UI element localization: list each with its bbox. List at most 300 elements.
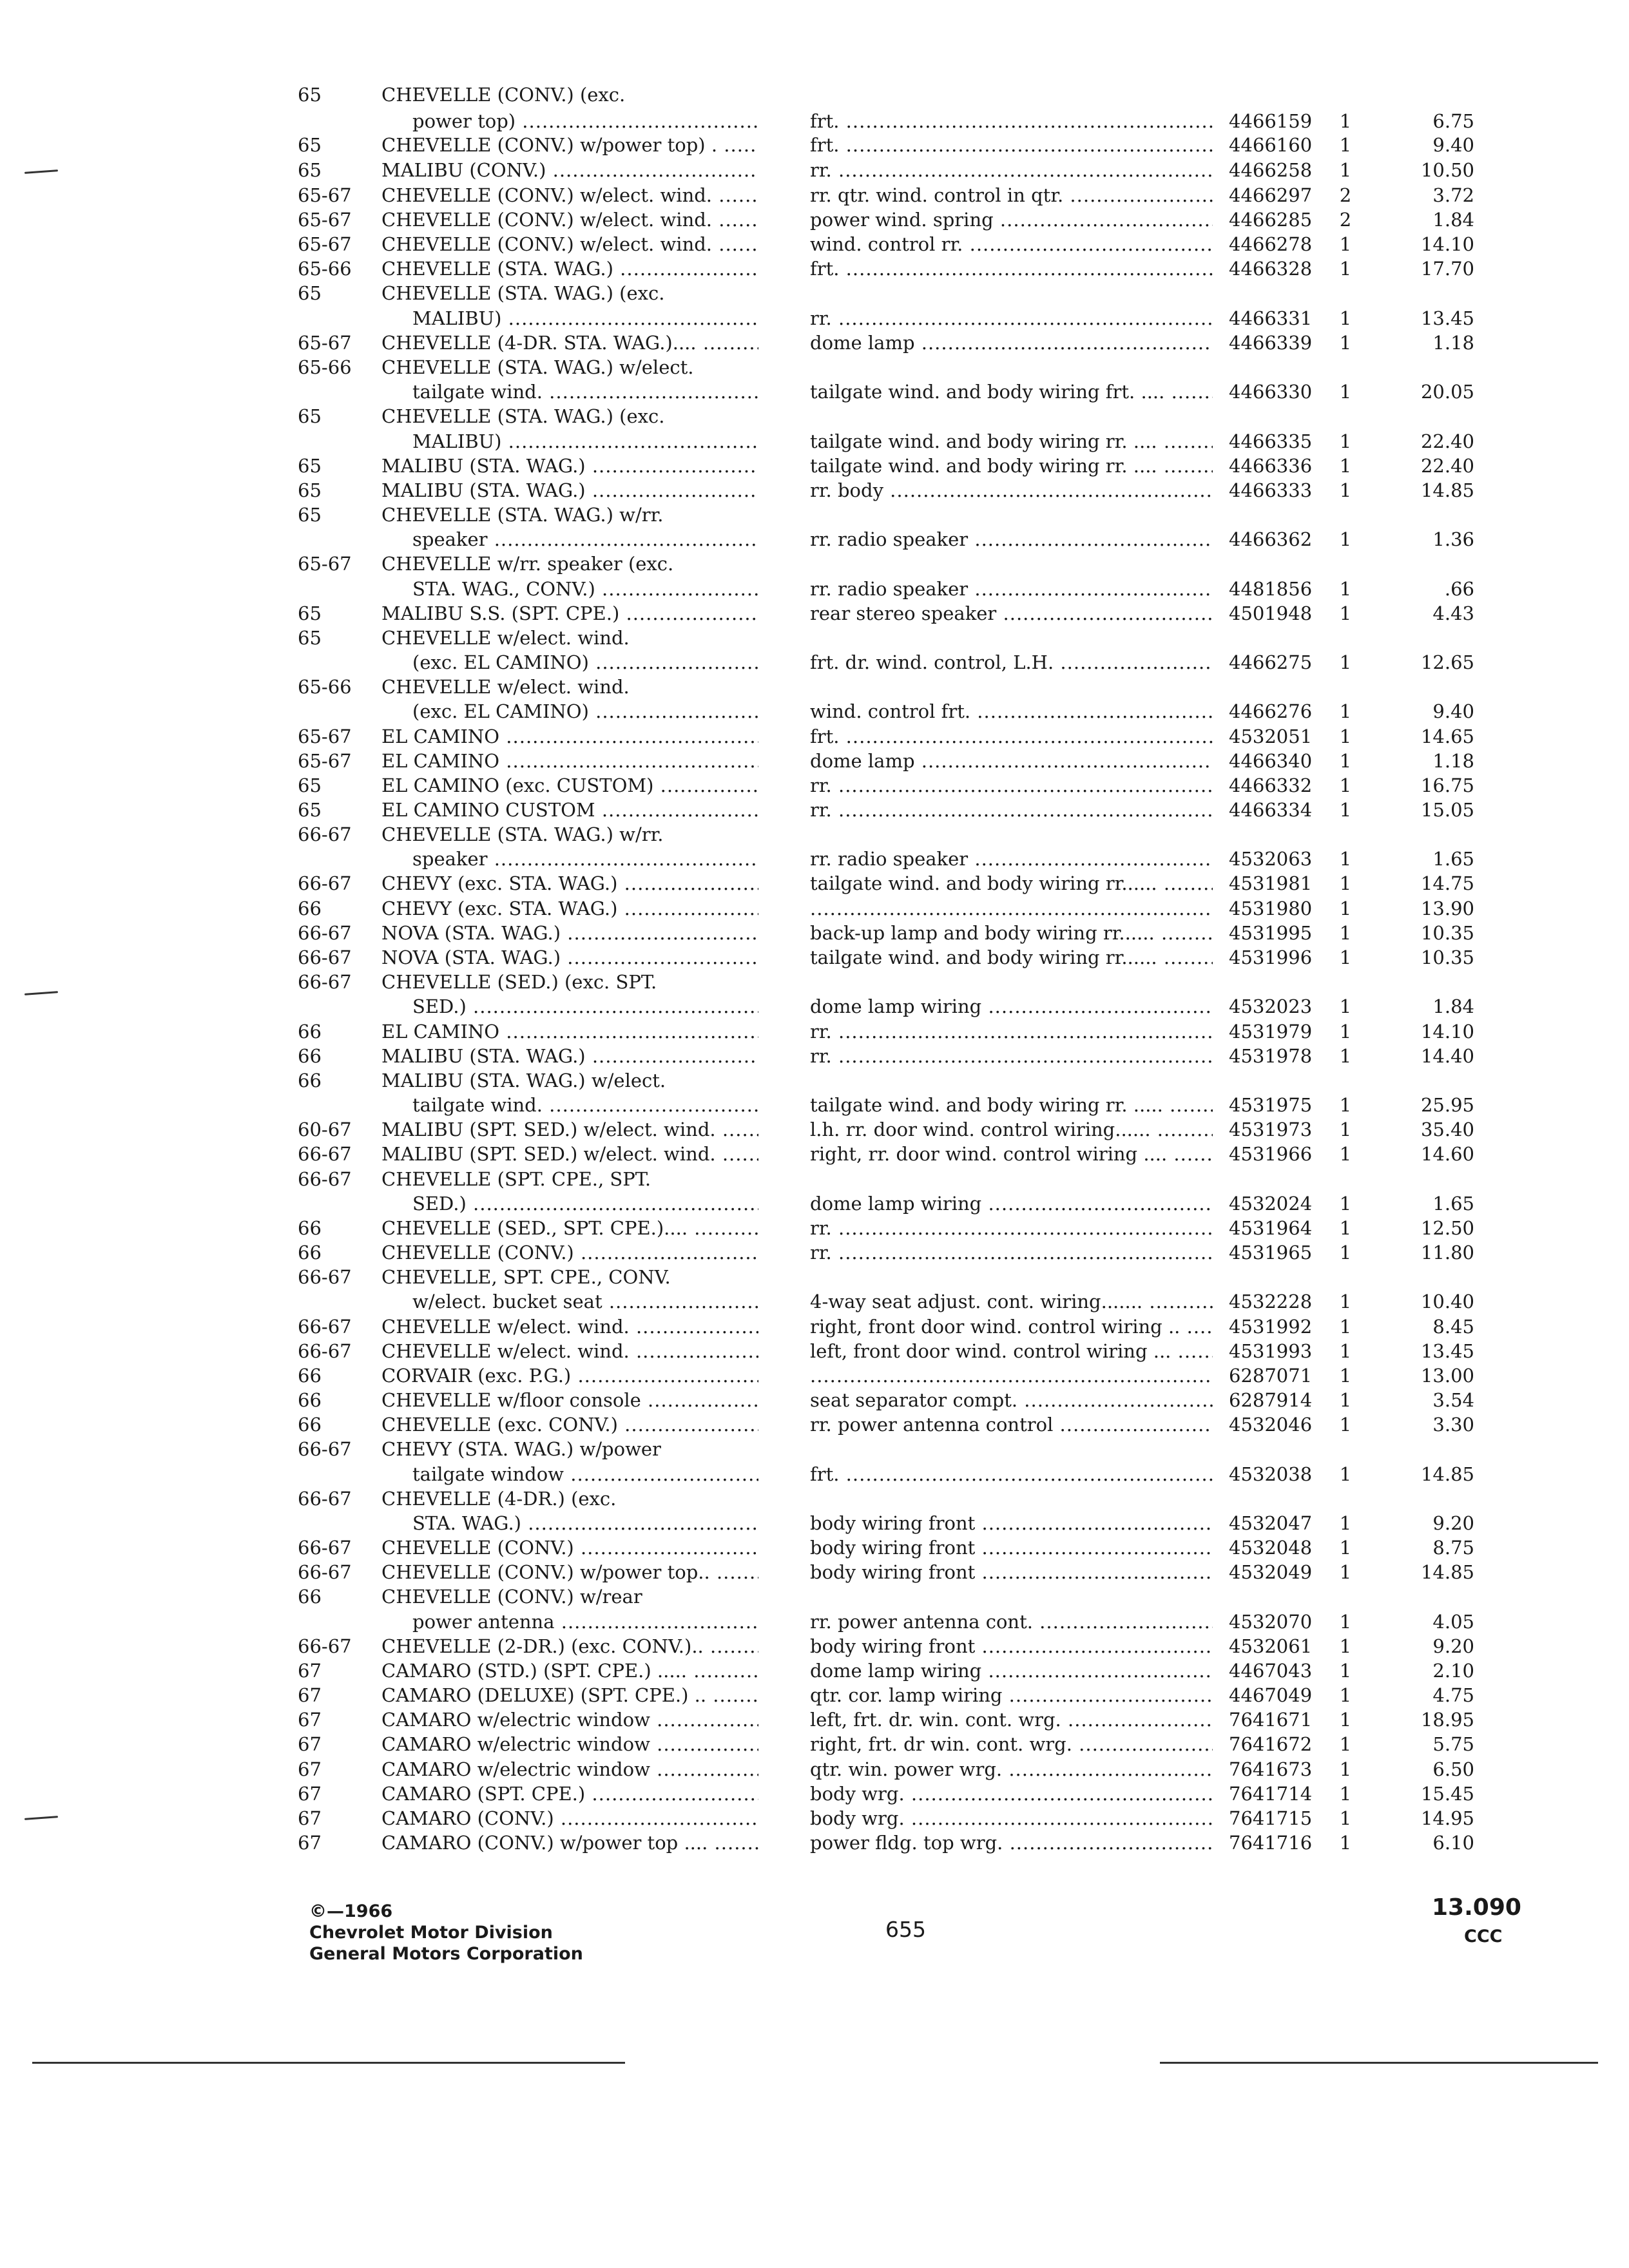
quantity: 1 bbox=[1339, 1242, 1352, 1264]
model-name: EL CAMINO ..... bbox=[381, 1019, 758, 1044]
part-description: rr. ..... bbox=[810, 306, 1213, 331]
quantity: 1 bbox=[1339, 1709, 1352, 1731]
part-number: 4531964 bbox=[1229, 1217, 1313, 1239]
quantity: 1 bbox=[1339, 258, 1352, 280]
model-year: 66-67 bbox=[298, 947, 352, 968]
part-number: 4531973 bbox=[1229, 1119, 1313, 1140]
section-code: CCC bbox=[1464, 1927, 1503, 1946]
part-description: frt. ..... bbox=[810, 1462, 1213, 1486]
table-row bbox=[0, 1486, 1629, 1511]
table-row bbox=[0, 331, 1629, 355]
price: 10.35 bbox=[1420, 922, 1474, 944]
quantity: 1 bbox=[1339, 726, 1352, 747]
price: 1.18 bbox=[1432, 332, 1474, 354]
model-year: 66 bbox=[298, 898, 322, 919]
quantity: 1 bbox=[1339, 1635, 1352, 1657]
model-name: CHEVELLE w/elect. wind. ..... bbox=[381, 1314, 758, 1339]
table-row bbox=[0, 970, 1629, 994]
model-name: CHEVELLE w/rr. speaker (exc. bbox=[381, 553, 674, 575]
part-number: 4531978 bbox=[1229, 1045, 1313, 1067]
model-year: 66 bbox=[298, 1586, 322, 1608]
price: 4.05 bbox=[1432, 1611, 1474, 1633]
table-row bbox=[0, 994, 1629, 1019]
table-row bbox=[0, 1683, 1629, 1707]
model-year: 66 bbox=[298, 1021, 322, 1043]
model-name: MALIBU S.S. (SPT. CPE.) ..... bbox=[381, 601, 758, 626]
part-description bbox=[810, 1363, 1213, 1388]
quantity: 1 bbox=[1339, 1783, 1352, 1805]
table-row bbox=[0, 281, 1629, 305]
model-name: CHEVELLE (2-DR.) (exc. CONV.).. ..... bbox=[381, 1634, 758, 1658]
price: 14.40 bbox=[1420, 1045, 1474, 1067]
table-row bbox=[0, 650, 1629, 675]
table-row bbox=[0, 1511, 1629, 1535]
model-name: MALIBU (STA. WAG.) ..... bbox=[381, 1044, 758, 1068]
quantity: 1 bbox=[1339, 159, 1352, 181]
price: 14.85 bbox=[1420, 1561, 1474, 1583]
part-description: power wind. spring ..... bbox=[810, 207, 1213, 232]
quantity: 1 bbox=[1339, 233, 1352, 255]
price: 14.75 bbox=[1420, 872, 1474, 894]
table-row bbox=[0, 1339, 1629, 1363]
quantity: 1 bbox=[1339, 872, 1352, 894]
table-row bbox=[0, 158, 1629, 182]
model-year: 66-67 bbox=[298, 1316, 352, 1338]
part-number: 4532024 bbox=[1229, 1193, 1313, 1215]
price: 22.40 bbox=[1420, 430, 1474, 452]
model-year: 66-67 bbox=[298, 922, 352, 944]
part-description: frt. ..... bbox=[810, 133, 1213, 157]
model-year: 67 bbox=[298, 1709, 322, 1731]
model-year: 67 bbox=[298, 1807, 322, 1829]
model-year: 65 bbox=[298, 479, 322, 501]
price: 3.54 bbox=[1432, 1389, 1474, 1411]
part-number: 4466159 bbox=[1229, 110, 1313, 132]
model-name: CHEVELLE (STA. WAG.) w/rr. bbox=[381, 504, 664, 526]
quantity: 1 bbox=[1339, 651, 1352, 673]
part-description: body wiring front ..... bbox=[810, 1560, 1213, 1584]
model-year: 66 bbox=[298, 1242, 322, 1264]
table-row bbox=[0, 1437, 1629, 1461]
model-year: 60-67 bbox=[298, 1119, 352, 1140]
model-name: CORVAIR (exc. P.G.) ..... bbox=[381, 1363, 758, 1388]
price: 6.75 bbox=[1432, 110, 1474, 132]
model-year: 65-66 bbox=[298, 676, 352, 698]
part-number: 4466362 bbox=[1229, 528, 1313, 550]
table-row bbox=[0, 404, 1629, 428]
model-year: 66-67 bbox=[298, 1635, 352, 1657]
model-name: EL CAMINO ..... bbox=[381, 724, 758, 749]
table-row bbox=[0, 1535, 1629, 1560]
quantity: 1 bbox=[1339, 110, 1352, 132]
quantity: 2 bbox=[1339, 209, 1352, 231]
part-number: 4532051 bbox=[1229, 726, 1313, 747]
table-row bbox=[0, 945, 1629, 970]
part-number: 4466335 bbox=[1229, 430, 1313, 452]
table-row bbox=[0, 871, 1629, 896]
quantity: 1 bbox=[1339, 1340, 1352, 1362]
model-name: CAMARO (CONV.) w/power top .... ..... bbox=[381, 1831, 758, 1855]
bottom-rule-right bbox=[1160, 2062, 1598, 2064]
part-description: tailgate wind. and body wiring rr. .... ..... bbox=[810, 454, 1213, 478]
price: 14.95 bbox=[1420, 1807, 1474, 1829]
model-year: 67 bbox=[298, 1758, 322, 1780]
part-description: tailgate wind. and body wiring rr. ..... ..... bbox=[810, 1093, 1213, 1117]
price: 1.65 bbox=[1432, 1193, 1474, 1215]
model-year: 65 bbox=[298, 84, 322, 106]
model-year: 66-67 bbox=[298, 1168, 352, 1190]
table-row bbox=[0, 1019, 1629, 1044]
model-year: 66-67 bbox=[298, 1143, 352, 1165]
model-year: 65 bbox=[298, 504, 322, 526]
model-year: 67 bbox=[298, 1783, 322, 1805]
price: 9.20 bbox=[1432, 1512, 1474, 1534]
part-number: 4532046 bbox=[1229, 1414, 1313, 1436]
quantity: 1 bbox=[1339, 1512, 1352, 1534]
table-row bbox=[0, 1658, 1629, 1683]
table-row bbox=[0, 380, 1629, 404]
part-description: 4-way seat adjust. cont. wiring....... ..... bbox=[810, 1289, 1213, 1314]
model-year: 65 bbox=[298, 774, 322, 796]
model-year: 67 bbox=[298, 1660, 322, 1682]
model-name: MALIBU (STA. WAG.) ..... bbox=[381, 478, 758, 503]
price: 35.40 bbox=[1420, 1119, 1474, 1140]
part-description: dome lamp wiring ..... bbox=[810, 1191, 1213, 1216]
price: 14.10 bbox=[1420, 1021, 1474, 1043]
model-year: 65-67 bbox=[298, 726, 352, 747]
quantity: 1 bbox=[1339, 700, 1352, 722]
table-row bbox=[0, 1782, 1629, 1806]
model-name: CHEVELLE (CONV.) w/elect. wind. ..... bbox=[381, 207, 758, 232]
table-row bbox=[0, 847, 1629, 871]
model-year: 66-67 bbox=[298, 1537, 352, 1559]
part-number: 4466339 bbox=[1229, 332, 1313, 354]
price: 9.40 bbox=[1432, 700, 1474, 722]
table-row bbox=[0, 454, 1629, 478]
model-name: EL CAMINO (exc. CUSTOM) ..... bbox=[381, 773, 758, 798]
model-year: 65-67 bbox=[298, 184, 352, 206]
part-number: 4532049 bbox=[1229, 1561, 1313, 1583]
model-name: CHEVELLE (SED., SPT. CPE.).... ..... bbox=[381, 1216, 758, 1240]
part-description: body wrg. ..... bbox=[810, 1782, 1213, 1806]
part-number: 4466340 bbox=[1229, 750, 1313, 772]
price: 20.05 bbox=[1420, 381, 1474, 403]
model-name: CAMARO w/electric window ..... bbox=[381, 1757, 758, 1782]
price: 22.40 bbox=[1420, 455, 1474, 477]
part-number: 7641671 bbox=[1229, 1709, 1313, 1731]
price: 6.10 bbox=[1432, 1832, 1474, 1854]
table-row bbox=[0, 1363, 1629, 1388]
quantity: 1 bbox=[1339, 995, 1352, 1017]
price: 1.36 bbox=[1432, 528, 1474, 550]
part-number: 4531993 bbox=[1229, 1340, 1313, 1362]
model-name: power top) ..... bbox=[412, 109, 758, 133]
footer-publisher bbox=[309, 1901, 583, 1965]
model-name: EL CAMINO CUSTOM ..... bbox=[381, 798, 758, 822]
part-number: 7641672 bbox=[1229, 1733, 1313, 1755]
table-row bbox=[0, 1757, 1629, 1782]
price: 8.75 bbox=[1432, 1537, 1474, 1559]
table-row bbox=[0, 207, 1629, 232]
model-name: CHEVELLE (CONV.) (exc. bbox=[381, 84, 626, 106]
table-row bbox=[0, 527, 1629, 552]
price: 4.43 bbox=[1432, 602, 1474, 624]
part-description: seat separator compt. ..... bbox=[810, 1388, 1213, 1412]
part-number: 4532047 bbox=[1229, 1512, 1313, 1534]
part-number: 4531980 bbox=[1229, 898, 1313, 919]
part-number: 4531979 bbox=[1229, 1021, 1313, 1043]
table-row bbox=[0, 626, 1629, 650]
part-number: 4532048 bbox=[1229, 1537, 1313, 1559]
model-name: CHEVELLE (exc. CONV.) ..... bbox=[381, 1412, 758, 1437]
quantity: 1 bbox=[1339, 1832, 1352, 1854]
table-row bbox=[0, 1142, 1629, 1166]
part-number: 4466328 bbox=[1229, 258, 1313, 280]
part-number: 4531965 bbox=[1229, 1242, 1313, 1264]
table-row bbox=[0, 1167, 1629, 1191]
table-row bbox=[0, 1584, 1629, 1609]
model-name: speaker ..... bbox=[412, 527, 758, 552]
part-number: 4466331 bbox=[1229, 307, 1313, 329]
model-name: CAMARO (DELUXE) (SPT. CPE.) .. ..... bbox=[381, 1683, 758, 1707]
part-number: 4466275 bbox=[1229, 651, 1313, 673]
model-name: CHEVELLE w/elect. wind. ..... bbox=[381, 1339, 758, 1363]
model-name: CHEVELLE w/elect. wind. bbox=[381, 627, 630, 649]
model-name: STA. WAG.) ..... bbox=[412, 1511, 758, 1535]
model-name: CAMARO (SPT. CPE.) ..... bbox=[381, 1782, 758, 1806]
part-number: 4531995 bbox=[1229, 922, 1313, 944]
table-row bbox=[0, 1831, 1629, 1855]
part-number: 4466334 bbox=[1229, 799, 1313, 821]
quantity: 1 bbox=[1339, 455, 1352, 477]
model-year: 65 bbox=[298, 405, 322, 427]
price: 14.60 bbox=[1420, 1143, 1474, 1165]
model-name: CHEVELLE (CONV.) w/power top.. ..... bbox=[381, 1560, 758, 1584]
model-name: w/elect. bucket seat ..... bbox=[412, 1289, 758, 1314]
price: 4.75 bbox=[1432, 1684, 1474, 1706]
price: 3.30 bbox=[1432, 1414, 1474, 1436]
model-name: MALIBU (SPT. SED.) w/elect. wind. ..... bbox=[381, 1117, 758, 1142]
model-name: (exc. EL CAMINO) ..... bbox=[412, 650, 758, 675]
model-name: CHEVELLE (STA. WAG.) w/elect. bbox=[381, 356, 694, 378]
quantity: 2 bbox=[1339, 184, 1352, 206]
part-number: 4531975 bbox=[1229, 1094, 1313, 1116]
model-year: 66 bbox=[298, 1070, 322, 1091]
model-year: 66-67 bbox=[298, 1438, 352, 1460]
quantity: 1 bbox=[1339, 1463, 1352, 1485]
model-name: CHEVELLE, SPT. CPE., CONV. bbox=[381, 1266, 671, 1288]
part-description: frt. dr. wind. control, L.H. ..... bbox=[810, 650, 1213, 675]
price: 10.40 bbox=[1420, 1291, 1474, 1312]
model-name: (exc. EL CAMINO) ..... bbox=[412, 699, 758, 724]
model-year: 66-67 bbox=[298, 823, 352, 845]
price: 12.50 bbox=[1420, 1217, 1474, 1239]
model-name: CHEVELLE (SED.) (exc. SPT. bbox=[381, 971, 657, 993]
section-number: 13.090 bbox=[1432, 1894, 1521, 1921]
price: 1.84 bbox=[1432, 209, 1474, 231]
price: 14.85 bbox=[1420, 479, 1474, 501]
model-name: NOVA (STA. WAG.) ..... bbox=[381, 945, 758, 970]
corporation-name: General Motors Corporation bbox=[309, 1944, 583, 1964]
quantity: 1 bbox=[1339, 1316, 1352, 1338]
part-description: left, frt. dr. win. cont. wrg. ..... bbox=[810, 1707, 1213, 1732]
model-year: 67 bbox=[298, 1684, 322, 1706]
model-name: CHEVELLE (STA. WAG.) w/rr. bbox=[381, 823, 664, 845]
part-description: left, front door wind. control wiring ... ..... bbox=[810, 1339, 1213, 1363]
model-year: 66-67 bbox=[298, 1266, 352, 1288]
model-year: 66 bbox=[298, 1365, 322, 1387]
part-description: rr. ..... bbox=[810, 1019, 1213, 1044]
table-row bbox=[0, 429, 1629, 454]
quantity: 1 bbox=[1339, 134, 1352, 156]
quantity: 1 bbox=[1339, 799, 1352, 821]
table-row bbox=[0, 577, 1629, 601]
table-row bbox=[0, 109, 1629, 133]
table-row bbox=[0, 355, 1629, 380]
model-year: 66 bbox=[298, 1389, 322, 1411]
model-name: CHEVELLE (SPT. CPE., SPT. bbox=[381, 1168, 651, 1190]
part-description: qtr. win. power wrg. ..... bbox=[810, 1757, 1213, 1782]
model-name: SED.) ..... bbox=[412, 994, 758, 1019]
quantity: 1 bbox=[1339, 1365, 1352, 1387]
price: 15.05 bbox=[1420, 799, 1474, 821]
model-year: 65-66 bbox=[298, 258, 352, 280]
table-row bbox=[0, 82, 1629, 107]
table-row bbox=[0, 552, 1629, 576]
table-row bbox=[0, 1806, 1629, 1831]
quantity: 1 bbox=[1339, 1561, 1352, 1583]
part-number: 4466160 bbox=[1229, 134, 1313, 156]
model-name: CHEVY (exc. STA. WAG.) ..... bbox=[381, 896, 758, 921]
table-row bbox=[0, 699, 1629, 724]
model-name: speaker ..... bbox=[412, 847, 758, 871]
table-row bbox=[0, 675, 1629, 699]
part-description: rr. ..... bbox=[810, 1044, 1213, 1068]
table-row bbox=[0, 749, 1629, 773]
part-description: right, front door wind. control wiring .. ..... bbox=[810, 1314, 1213, 1339]
quantity: 1 bbox=[1339, 1143, 1352, 1165]
part-description: dome lamp wiring ..... bbox=[810, 994, 1213, 1019]
copyright: ©—1966 bbox=[309, 1901, 393, 1921]
price: 10.50 bbox=[1420, 159, 1474, 181]
quantity: 1 bbox=[1339, 1119, 1352, 1140]
part-description: body wiring front ..... bbox=[810, 1535, 1213, 1560]
model-name: CHEVELLE (CONV.) w/power top) . ..... bbox=[381, 133, 758, 157]
part-description: rear stereo speaker ..... bbox=[810, 601, 1213, 626]
quantity: 1 bbox=[1339, 1217, 1352, 1239]
part-description: wind. control frt. ..... bbox=[810, 699, 1213, 724]
model-name: tailgate window ..... bbox=[412, 1462, 758, 1486]
model-name: STA. WAG., CONV.) ..... bbox=[412, 577, 758, 601]
table-row bbox=[0, 798, 1629, 822]
quantity: 1 bbox=[1339, 332, 1352, 354]
price: 16.75 bbox=[1420, 774, 1474, 796]
price: 2.10 bbox=[1432, 1660, 1474, 1682]
part-description: right, frt. dr win. cont. wrg. ..... bbox=[810, 1732, 1213, 1756]
part-number: 4466278 bbox=[1229, 233, 1313, 255]
table-row bbox=[0, 1560, 1629, 1584]
price: 1.65 bbox=[1432, 848, 1474, 870]
model-name: SED.) ..... bbox=[412, 1191, 758, 1216]
part-description: body wiring front ..... bbox=[810, 1634, 1213, 1658]
part-description: dome lamp ..... bbox=[810, 749, 1213, 773]
model-name: MALIBU (CONV.) ..... bbox=[381, 158, 758, 182]
part-number: 4532061 bbox=[1229, 1635, 1313, 1657]
price: 25.95 bbox=[1420, 1094, 1474, 1116]
part-number: 4532070 bbox=[1229, 1611, 1313, 1633]
part-number: 4532023 bbox=[1229, 995, 1313, 1017]
price: 13.90 bbox=[1420, 898, 1474, 919]
model-year: 66-67 bbox=[298, 1340, 352, 1362]
quantity: 1 bbox=[1339, 1758, 1352, 1780]
part-number: 6287914 bbox=[1229, 1389, 1313, 1411]
model-name: MALIBU (STA. WAG.) ..... bbox=[381, 454, 758, 478]
quantity: 1 bbox=[1339, 922, 1352, 944]
part-description: tailgate wind. and body wiring frt. .... ..... bbox=[810, 380, 1213, 404]
model-year: 67 bbox=[298, 1733, 322, 1755]
table-row bbox=[0, 232, 1629, 256]
table-row bbox=[0, 1068, 1629, 1093]
quantity: 1 bbox=[1339, 1611, 1352, 1633]
quantity: 1 bbox=[1339, 947, 1352, 968]
division-name: Chevrolet Motor Division bbox=[309, 1923, 553, 1943]
model-year: 66-67 bbox=[298, 872, 352, 894]
model-name: CHEVELLE (STA. WAG.) (exc. bbox=[381, 282, 665, 304]
model-name: NOVA (STA. WAG.) ..... bbox=[381, 921, 758, 945]
table-row bbox=[0, 1462, 1629, 1486]
table-row bbox=[0, 1216, 1629, 1240]
price: 1.18 bbox=[1432, 750, 1474, 772]
part-number: 4481856 bbox=[1229, 578, 1313, 600]
quantity: 1 bbox=[1339, 1094, 1352, 1116]
model-name: tailgate wind. ..... bbox=[412, 1093, 758, 1117]
quantity: 1 bbox=[1339, 528, 1352, 550]
part-number: 4466332 bbox=[1229, 774, 1313, 796]
price: 13.45 bbox=[1420, 1340, 1474, 1362]
part-description: tailgate wind. and body wiring rr. .... ..... bbox=[810, 429, 1213, 454]
model-year: 66 bbox=[298, 1414, 322, 1436]
price: 13.00 bbox=[1420, 1365, 1474, 1387]
quantity: 1 bbox=[1339, 1733, 1352, 1755]
part-description: rr. qtr. wind. control in qtr. ..... bbox=[810, 183, 1213, 207]
bottom-rule-left bbox=[32, 2062, 625, 2064]
part-description: tailgate wind. and body wiring rr...... ..... bbox=[810, 871, 1213, 896]
price: 14.10 bbox=[1420, 233, 1474, 255]
table-row bbox=[0, 1044, 1629, 1068]
table-row bbox=[0, 306, 1629, 331]
part-description: power fldg. top wrg. ..... bbox=[810, 1831, 1213, 1855]
quantity: 1 bbox=[1339, 1021, 1352, 1043]
model-name: CHEVELLE w/elect. wind. bbox=[381, 676, 630, 698]
quantity: 1 bbox=[1339, 1045, 1352, 1067]
model-year: 66 bbox=[298, 1217, 322, 1239]
price: 11.80 bbox=[1420, 1242, 1474, 1264]
quantity: 1 bbox=[1339, 1389, 1352, 1411]
model-year: 65-67 bbox=[298, 750, 352, 772]
part-description: rr. ..... bbox=[810, 773, 1213, 798]
quantity: 1 bbox=[1339, 307, 1352, 329]
quantity: 1 bbox=[1339, 1291, 1352, 1312]
table-row bbox=[0, 724, 1629, 749]
model-year: 66-67 bbox=[298, 1488, 352, 1510]
table-row bbox=[0, 503, 1629, 527]
price: 9.20 bbox=[1432, 1635, 1474, 1657]
part-number: 4531981 bbox=[1229, 872, 1313, 894]
part-description: dome lamp ..... bbox=[810, 331, 1213, 355]
part-description: rr. radio speaker ..... bbox=[810, 527, 1213, 552]
part-description: right, rr. door wind. control wiring .... ..... bbox=[810, 1142, 1213, 1166]
quantity: 1 bbox=[1339, 479, 1352, 501]
